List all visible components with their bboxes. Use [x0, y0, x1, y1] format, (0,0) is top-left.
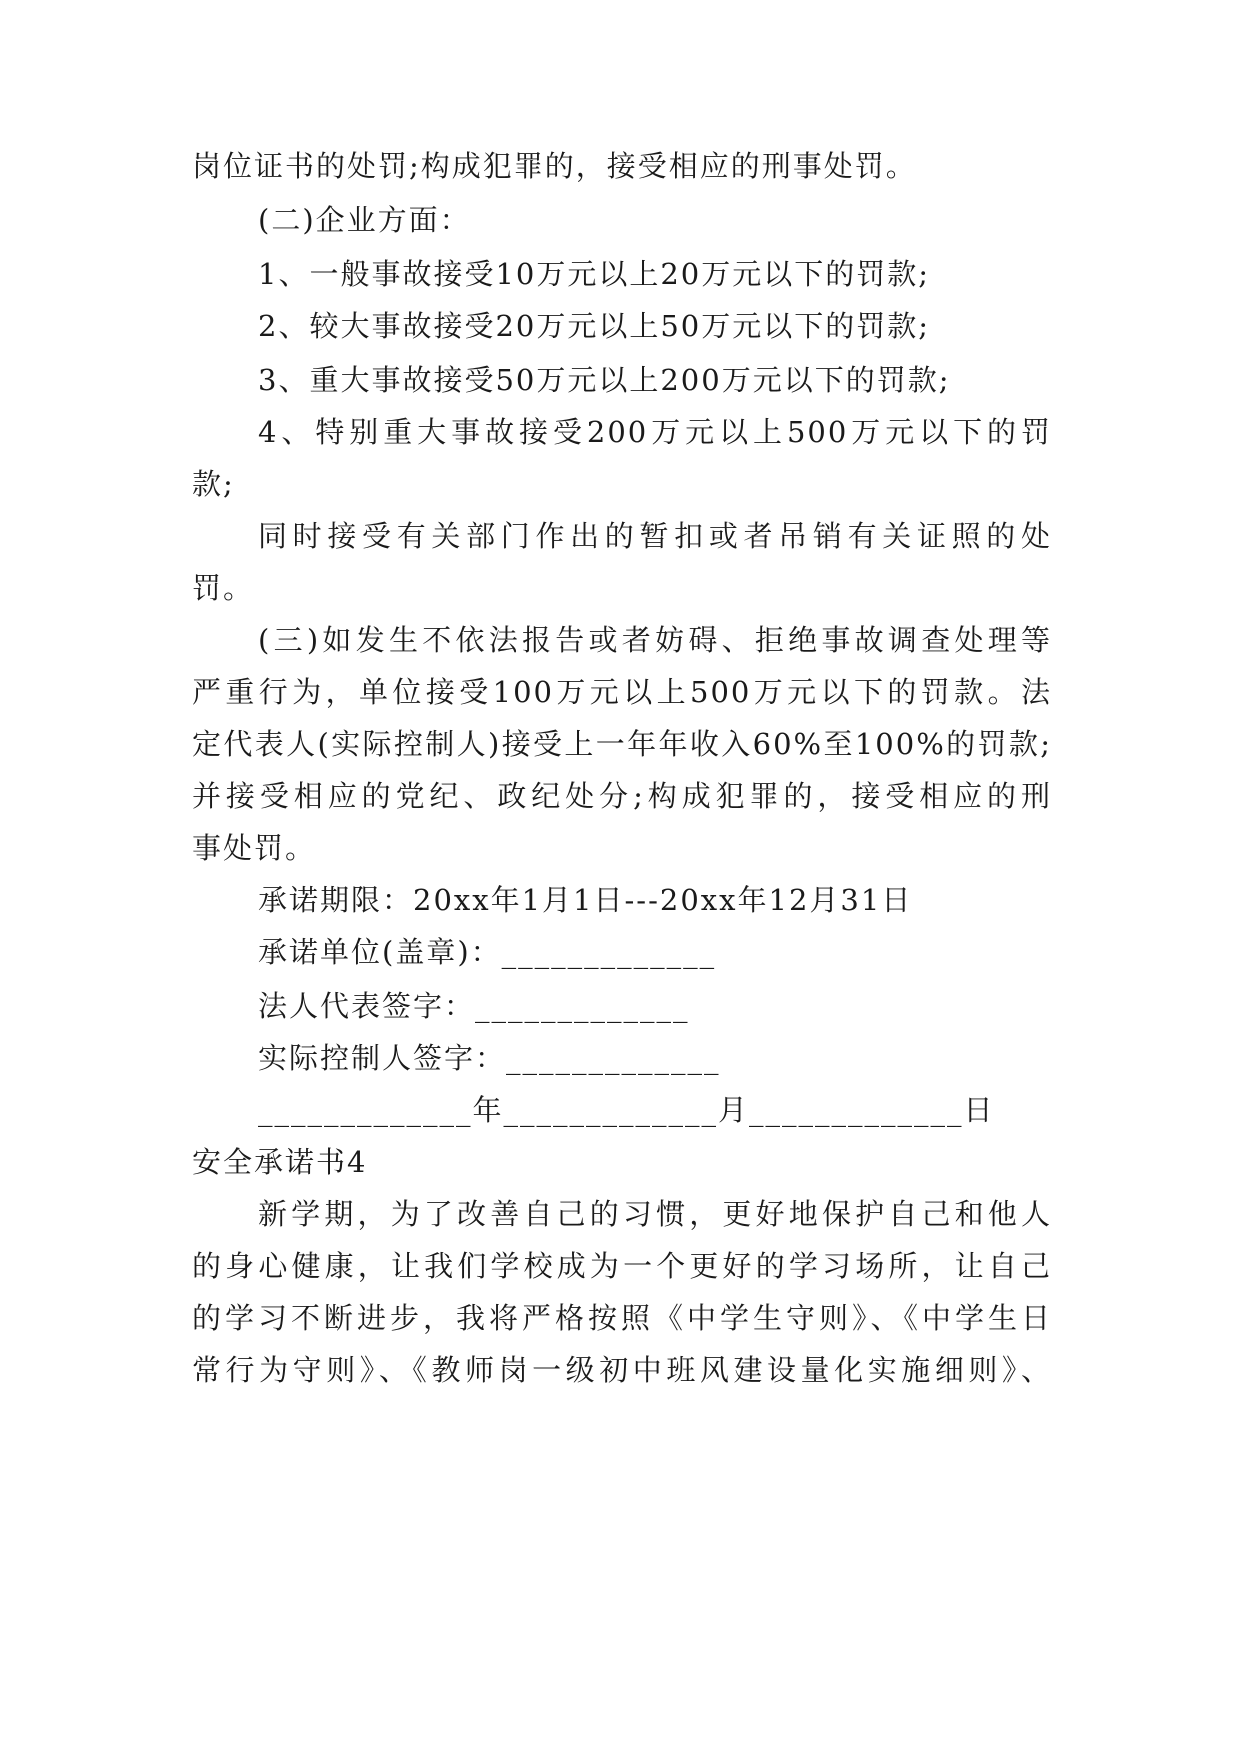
- paragraph-line: 常行为守则》、《教师岗一级初中班风建设量化实施细则》、: [192, 1353, 1052, 1387]
- section-heading: (二)企业方面：: [258, 203, 471, 237]
- paragraph-line: (三)如发生不依法报告或者妨碍、拒绝事故调查处理等: [258, 623, 1052, 657]
- controller-signature-field: 实际控制人签字：_____________: [258, 1041, 721, 1075]
- legal-rep-signature-field: 法人代表签字：_____________: [258, 989, 690, 1023]
- list-item: 4、特别重大事故接受200万元以上500万元以下的罚: [258, 415, 1052, 449]
- paragraph-line: 定代表人(实际控制人)接受上一年年收入60%至100%的罚款;: [192, 727, 1052, 761]
- paragraph-line: 并接受相应的党纪、政纪处分;构成犯罪的，接受相应的刑: [192, 779, 1052, 813]
- commitment-period: 承诺期限：20xx年1月1日---20xx年12月31日: [258, 883, 913, 917]
- paragraph-line: 新学期，为了改善自己的习惯，更好地保护自己和他人: [258, 1197, 1052, 1231]
- text-line: 岗位证书的处罚;构成犯罪的，接受相应的刑事处罚。: [192, 149, 917, 183]
- document-title: 安全承诺书4: [192, 1145, 368, 1179]
- text-line: 事处罚。: [192, 831, 317, 865]
- paragraph-line: 严重行为，单位接受100万元以上500万元以下的罚款。法: [192, 675, 1052, 709]
- text-line: 罚。: [192, 571, 255, 605]
- commitment-unit-field: 承诺单位(盖章)：_____________: [258, 935, 717, 969]
- text-line: 款;: [192, 467, 235, 501]
- paragraph-line: 同时接受有关部门作出的暂扣或者吊销有关证照的处: [258, 519, 1052, 553]
- paragraph-line: 的身心健康，让我们学校成为一个更好的学习场所，让自己: [192, 1249, 1052, 1283]
- date-field: _____________年_____________月_____________日: [258, 1093, 995, 1127]
- list-item: 1、一般事故接受10万元以上20万元以下的罚款;: [258, 257, 931, 291]
- list-item: 2、较大事故接受20万元以上50万元以下的罚款;: [258, 309, 931, 343]
- paragraph-line: 的学习不断进步，我将严格按照《中学生守则》、《中学生日: [192, 1301, 1052, 1335]
- list-item: 3、重大事故接受50万元以上200万元以下的罚款;: [258, 363, 951, 397]
